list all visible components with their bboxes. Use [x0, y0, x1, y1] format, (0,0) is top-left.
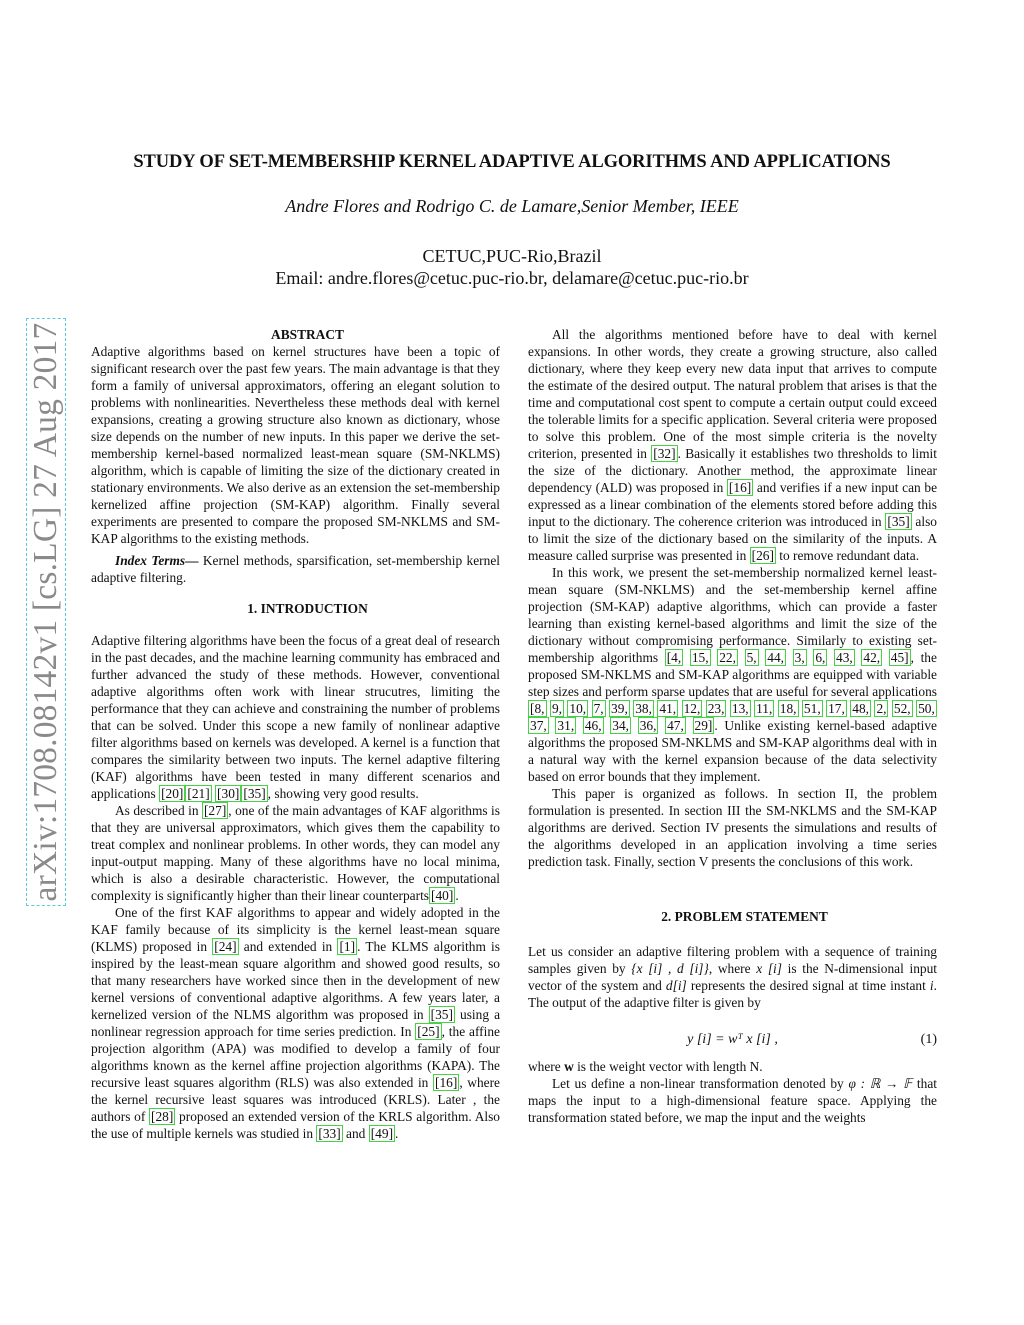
citation[interactable]: [26]	[751, 548, 774, 563]
problem-statement-heading: 2. PROBLEM STATEMENT	[661, 909, 828, 924]
citation[interactable]: 18,	[779, 701, 797, 716]
citation[interactable]: [40]	[431, 888, 454, 903]
citation[interactable]: 52,	[893, 701, 911, 716]
citation[interactable]: 15,	[691, 650, 709, 665]
citation[interactable]: [16]	[728, 480, 752, 495]
citation[interactable]: 47,	[667, 718, 684, 733]
index-terms-text: Kernel methods, sparsification, set-membership kernel adaptive filtering.	[91, 553, 500, 585]
paper-title: STUDY OF SET-MEMBERSHIP KERNEL ADAPTIVE ALGORITHMS AND APPLICATIONS	[133, 152, 891, 172]
right-column	[528, 326, 937, 1126]
citation[interactable]: [35]	[887, 514, 910, 529]
citation[interactable]: 22,	[719, 650, 736, 665]
citation[interactable]: 46,	[584, 718, 602, 733]
citation[interactable]: [30]	[217, 786, 240, 801]
citation[interactable]: 13,	[731, 701, 749, 716]
citation[interactable]: [16]	[435, 1075, 458, 1090]
right-paragraph-6: Let us define a non-linear transformation denoted by φ : ℝ → 𝔽 that maps the input to a high-dimensional feature space. Applying the transformation stated before, we map the input and the weights	[528, 1076, 937, 1125]
equation-1	[528, 1031, 937, 1048]
citation[interactable]: 9,	[551, 701, 562, 716]
citation[interactable]: [1]	[339, 939, 356, 954]
citation[interactable]: 39,	[611, 701, 628, 716]
math-inline: d[i]	[665, 978, 687, 993]
citation[interactable]: [21]	[187, 786, 210, 801]
citation[interactable]: 48,	[852, 701, 870, 716]
citation[interactable]: 29]	[694, 718, 713, 733]
citation[interactable]: 23,	[707, 701, 725, 716]
citation[interactable]: 5,	[746, 650, 757, 665]
arxiv-identifier: arXiv:1708.08142v1 [cs.LG] 27 Aug 2017	[27, 322, 64, 902]
authors: Andre Flores and Rodrigo C. de Lamare,Senior Member, IEEE	[285, 196, 739, 216]
intro-heading: 1. INTRODUCTION	[247, 601, 368, 616]
citation[interactable]: 31,	[557, 718, 575, 733]
citation[interactable]: [24]	[214, 939, 237, 954]
citation[interactable]: 45]	[890, 650, 909, 665]
citation[interactable]: 6,	[815, 650, 826, 665]
citation[interactable]: 12,	[683, 701, 701, 716]
citation[interactable]: 42,	[863, 650, 881, 665]
equation-1-body: y [i] = wᵀ x [i] ,	[687, 1032, 778, 1047]
citation[interactable]: [32]	[653, 446, 676, 461]
intro-paragraph-3: One of the first KAF algorithms to appear and widely adopted in the KAF family because of its simplicity is the kernel least-mean square (KLMS) proposed in [24] and extended in [1] . The KLMS algorithm is inspired by the least-mean square algorithm and showed good results, so that many researchers have worked since then in the development of new kernel versions of conventional adaptive algorithms. A few years later, a kernelized version of the NLMS algorithm was proposed in [35] using a nonlinear regression approach for time series prediction. In [25] , the affine projection algorithm (APA) was modified to develop a family of four algorithms known as the kernel affine projection algorithms (KAPA). The recursive least squares algorithm (RLS) was also extended in [16] , where the kernel recursive least squares was introduced (KRLS). Later , the authors of [28] proposed an extended version of the KRLS algorithm. Also the use of multiple kernels was studied in [33] and [49] .	[91, 905, 501, 1141]
citation[interactable]: 17,	[828, 701, 845, 716]
citation[interactable]: 50,	[918, 701, 935, 716]
intro-paragraph-1: Adaptive filtering algorithms have been the focus of a great deal of research in the past decades, and the machine learning community has embraced and further advanced the study of these methods. However, conventional adaptive algorithms often work with linear strucutres, limiting the performance that they can achieve and constraining the number of problems that can be solved. Under this scope a new family of nonlinear adaptive filter algorithms based on kernels was developed. A kernel is a function that compares the similarity between two inputs. The kernel adaptive filtering (KAF) algorithms have been tested in many different scenarios and applications [20] [21] [30] [35] , showing very good results.	[91, 633, 500, 801]
index-terms-label: Index Terms—	[115, 553, 199, 568]
citation[interactable]: 44,	[767, 650, 785, 665]
citation[interactable]: [33]	[318, 1126, 341, 1141]
math-inline: i	[929, 978, 934, 993]
citation[interactable]: 10,	[569, 701, 587, 716]
math-inline: {x [i] , d [i]}	[631, 961, 709, 976]
citation[interactable]: [25]	[417, 1024, 440, 1039]
math-inline: φ : ℝ → 𝔽	[848, 1076, 913, 1091]
citation[interactable]: 7,	[593, 701, 604, 716]
right-paragraph-2: In this work, we present the set-membership normalized kernel least-mean square (SM-NKLMS) and the set-membership kernel affine projection (SM-KAP) adaptive algorithms, which can provide a faster learning than existing kernel-based algorithms and limit the size of the dictionary without compromising performance. Similarly to existing set-membership algorithms [4, 15, 22, 5, 44, 3, 6, 43, 42, 45] , the proposed SM-NKLMS and SM-KAP algorithms are equipped with variable step sizes and perform sparse updates that are useful for several applications [8, 9, 10, 7, 39, 38, 41, 12, 23, 13, 11, 18, 51, 17, 48, 2, 52, 50, 37, 31, 46, 34, 36, 47, 29] . Unlike existing kernel-based adaptive algorithms the proposed SM-NKLMS and SM-KAP algorithms deal with in a natural way with the kernel expansion because of the data selectivity based on error bounds that they implement.	[528, 565, 937, 784]
intro-paragraph-2: As described in [27] , one of the main advantages of KAF algorithms is that they are universal approximators, which gives them the capability to treat complex and nonlinear problems. In other words, they can model any input-output mapping. Many of these algorithms have no local minima, which is also a desirable characteristic. However, the computational complexity is significantly higher than their linear counterparts [40] .	[91, 803, 500, 903]
math-inline: w	[564, 1059, 574, 1074]
math-inline: x [i]	[756, 961, 782, 976]
citation[interactable]: 43,	[836, 650, 853, 665]
right-paragraph-4: Let us consider an adaptive filtering problem with a sequence of training samples given by {x [i] , d [i]}, where x [i] is the N-dimensional input vector of the system and d[i] represents the desired signal at time instant i. The output of the adaptive filter is given by	[528, 944, 938, 1010]
email: Email: andre.flores@cetuc.puc-rio.br, delamare@cetuc.puc-rio.br	[275, 268, 749, 288]
citation[interactable]: 34,	[612, 718, 630, 733]
affiliation-block	[0, 245, 1024, 289]
right-paragraph-3: This paper is organized as follows. In section II, the problem formulation is presented. In section III the SM-NKLMS and the SM-KAP algorithms are derived. Section IV presents the simulations and results of the algorithms developed in an application involving a time series prediction task. Finally, section V presents the conclusions of this work.	[528, 786, 937, 869]
citation[interactable]: 2,	[876, 701, 887, 716]
abstract-text: Adaptive algorithms based on kernel structures have been a topic of significant research over the past few years. The main advantage is that they form a family of universal approximators, offering an elegant solution to problems with nonlinearities. Nevertheless these methods deal with kernel expansions, creating a growing structure also known as dictionary, whose size depends on the number of new inputs. In this paper we derive the set-membership kernel-based normalized least-mean square (SM-NKLMS) algorithm, which is capable of limiting the size of the dictionary created in stationary environments. We also derive as an extension the set-membership kernelized affine projection (SM-KAP) algorithm. Finally several experiments are presented to compare the proposed SM-NKLMS and SM-KAP algorithms to the existing methods.	[91, 344, 500, 546]
citation[interactable]: 3,	[794, 650, 805, 665]
citation[interactable]: 38,	[635, 701, 652, 716]
citation[interactable]: 41,	[659, 701, 677, 716]
abstract-heading: ABSTRACT	[271, 327, 344, 342]
arxiv-identifier-box	[26, 318, 66, 906]
citation[interactable]: [35]	[243, 786, 266, 801]
citation[interactable]: 11,	[756, 701, 773, 716]
citation[interactable]: [4,	[666, 650, 682, 665]
right-paragraph-5: where w is the weight vector with length N.	[528, 1059, 763, 1074]
citation[interactable]: 51,	[803, 701, 821, 716]
citation[interactable]: [49]	[370, 1126, 394, 1141]
citation[interactable]: [35]	[430, 1007, 453, 1022]
affiliation: CETUC,PUC-Rio,Brazil	[422, 246, 602, 266]
citation[interactable]: 36,	[639, 718, 657, 733]
citation[interactable]: [28]	[151, 1109, 174, 1124]
citation[interactable]: [20]	[161, 786, 184, 801]
equation-1-number: (1)	[920, 1032, 937, 1047]
citation[interactable]: [8,	[530, 701, 545, 716]
right-paragraph-1: All the algorithms mentioned before have to deal with kernel expansions. In other words, they create a growing structure, also called dictionary, where they keep every new data input that arrives to compute the estimate of the desired output. The natural problem that arises is that the time and computational cost spent to compute a certain output could exceed the tolerable limits for a specific application. Several criteria were proposed to solve this problem. One of the most simple criteria is the novelty criterion, presented in [32] . Basically it establishes two thresholds to limit the size of the dictionary. Another method, the approximate linear dependency (ALD) was proposed in [16] and verifies if a new input can be expressed as a linear combination of the elements stored before adding this input to the dictionary. The coherence criterion was introduced in [35] also to limit the size of the dictionary based on the similarity of the inputs. A measure called surprise was presented in [26] to remove redundant data.	[528, 327, 938, 563]
citation[interactable]: 37,	[530, 718, 547, 733]
index-terms	[91, 552, 500, 586]
citation[interactable]: [27]	[203, 803, 227, 818]
left-column	[91, 326, 500, 1142]
